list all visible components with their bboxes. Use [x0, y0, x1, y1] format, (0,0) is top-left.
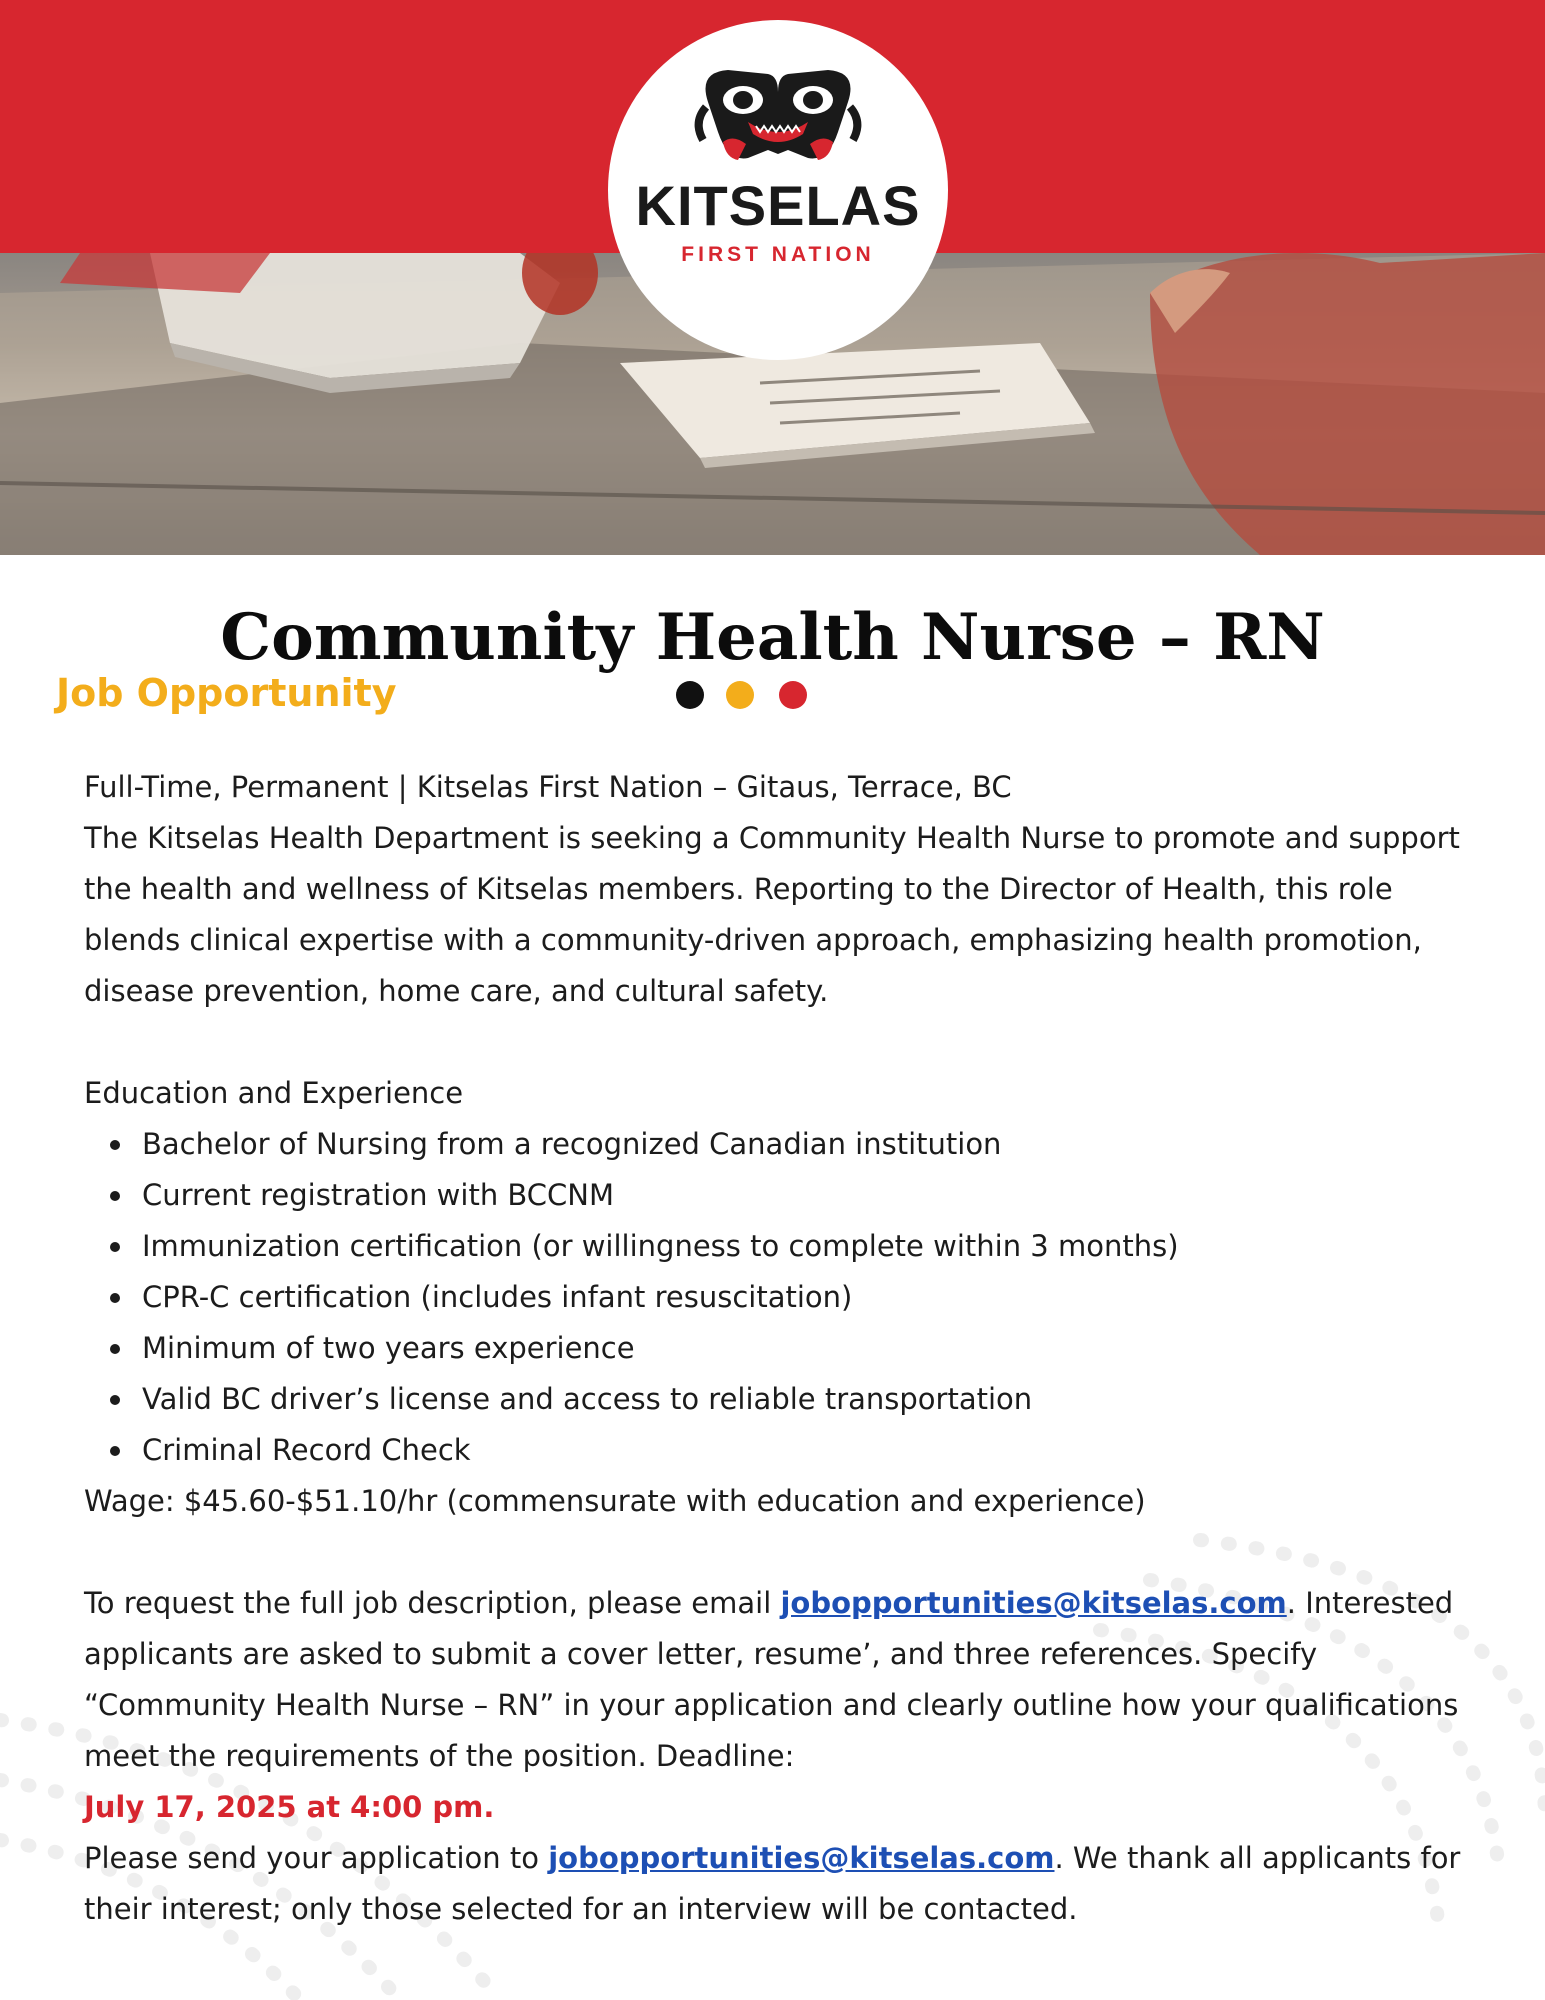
decorative-dot-yellow	[726, 681, 754, 709]
kitselas-crest-logo	[688, 62, 868, 176]
deadline-text: July 17, 2025 at 4:00 pm.	[84, 1790, 495, 1824]
list-item: Immunization certification (or willingness to complete within 3 months)	[84, 1221, 1494, 1272]
employment-line: Full-Time, Permanent | Kitselas First Nation – Gitaus, Terrace, BC	[84, 770, 1012, 804]
job-description: The Kitselas Health Department is seeking a Community Health Nurse to promote and support the health and wellness of Kitselas members. Reporting to the Director of Health, this role blends clinical expertise with a community-driven approach, emphasizing health promotion, disease prevention, home care, and cultural safety.	[84, 821, 1460, 1008]
request-paragraph	[84, 1578, 1494, 1782]
send-text: Please send your application to	[84, 1841, 549, 1875]
send-paragraph	[84, 1833, 1494, 1935]
email-link-send[interactable]: jobopportunities@kitselas.com	[548, 1841, 1055, 1875]
list-item: Criminal Record Check	[84, 1425, 1494, 1476]
list-item: Current registration with BCCNM	[84, 1170, 1494, 1221]
job-details	[84, 762, 1494, 1935]
requirements-list	[84, 1119, 1494, 1476]
request-text: To request the full job description, please email	[84, 1586, 781, 1620]
email-link[interactable]: jobopportunities@kitselas.com	[780, 1586, 1287, 1620]
logo-name: KITSELAS	[635, 174, 921, 237]
decorative-dot-red	[779, 681, 807, 709]
list-item: Minimum of two years experience	[84, 1323, 1494, 1374]
application-instructions: Interested applicants are asked to submit a cover letter, resume’, and three references. Specify “Community Health Nurse – RN” in your application and clearly outline how your qualifications meet the requirements of the position. Deadline:	[84, 1586, 1459, 1773]
list-item: Bachelor of Nursing from a recognized Canadian institution	[84, 1119, 1494, 1170]
wage-line: Wage: $45.60-$51.10/hr (commensurate with education and experience)	[84, 1484, 1146, 1518]
list-item: Valid BC driver’s license and access to reliable transportation	[84, 1374, 1494, 1425]
logo-subtitle: FIRST NATION	[681, 243, 875, 266]
page-title: Community Health Nurse – RN	[220, 599, 1325, 675]
request-suffix: .	[1286, 1586, 1296, 1620]
job-opportunity-label: Job Opportunity	[56, 671, 397, 715]
send-suffix: . We thank all applicants for their interest; only those selected for an interview will be contacted.	[84, 1841, 1461, 1926]
decorative-dot-black	[676, 681, 704, 709]
education-heading: Education and Experience	[84, 1076, 464, 1110]
list-item: CPR-C certification (includes infant resuscitation)	[84, 1272, 1494, 1323]
